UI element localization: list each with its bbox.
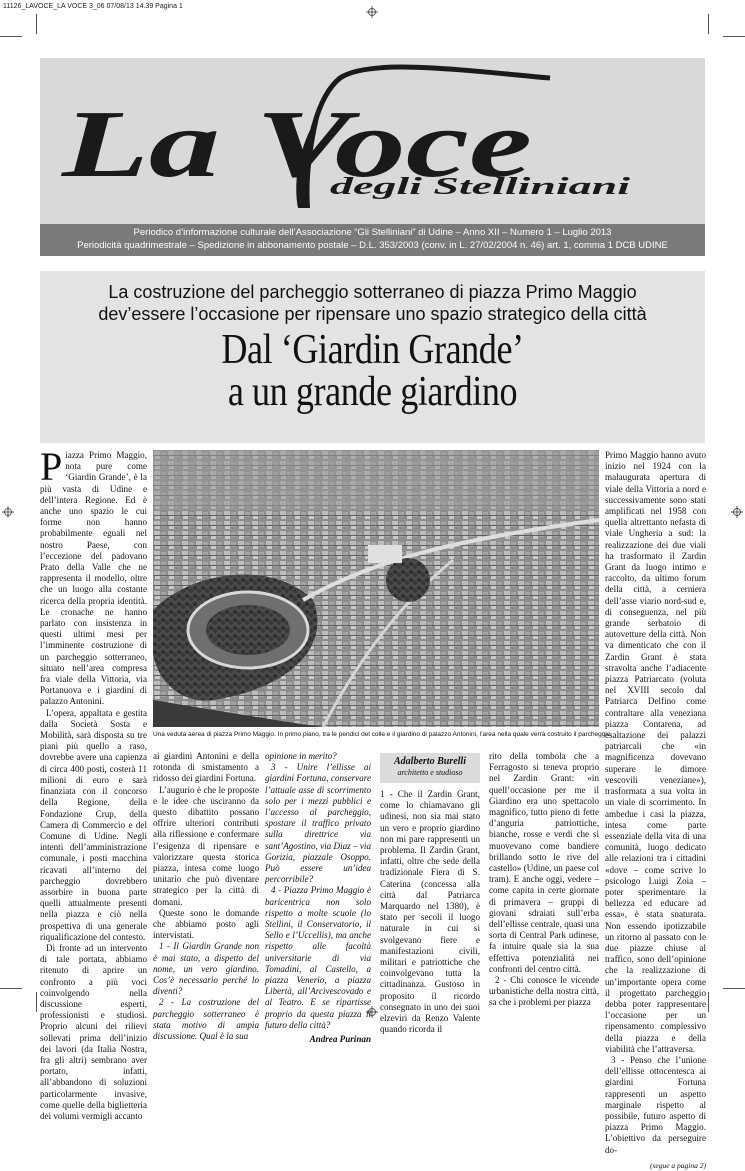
registration-mark-icon (731, 506, 743, 518)
crop-mark (36, 992, 37, 1012)
article-column-3 (265, 751, 371, 1045)
masthead-title: La Voce (60, 90, 532, 197)
answer-2: 2 - Chi conosce le vicende urbanistiche della nostra città, sa che i problemi per piazza (489, 975, 599, 1008)
article-paragraph: Queste sono le domande che abbiamo posto agli intervistati. (153, 907, 259, 941)
crop-mark (708, 992, 709, 1012)
registration-mark-icon (2, 506, 14, 518)
answer-1: 1 - Che il Zardin Grant, come lo chiamavano gli udinesi, non sia mai stato un vero e proprio giardino non mi pare rappresenti un problema. Il Zardin Grant, infatti, oltre che sede della tradizionale Fiera di S. Caterina (concessa alla città dal Patriarca Marquardo nel 1380), è stato per secoli il luogo naturale in cui si svolgevano fiere e manifestazioni civili, militari e patriottiche che coinvolgevano tutta la cittadinanza. Gustoso in proposito il ricordo consegnato in uno dei suoi elzeviri da Renzo Valente quando ricorda il (380, 789, 480, 1035)
crop-mark (723, 36, 745, 37)
article-column-2 (153, 751, 259, 1042)
crop-mark (723, 988, 745, 989)
masthead (40, 58, 705, 224)
question-2-end: opinione in merito? (265, 751, 337, 761)
author-box (380, 753, 480, 783)
question-1: 1 - Il Giardin Grande non è mai stato, a dispetto del nome, un vero giardino. Cos’è necessario perché lo diventi? (153, 941, 259, 997)
photo-caption: Una veduta aerea di piazza Primo Maggio. In primo piano, tra le pendici del colle e il giardino di palazzo Antonini, l’area nella quale verrà costruito il parcheggio (153, 731, 611, 738)
article-paragraph: Piazza Primo Maggio, nota pure come ‘Giardin Grande’, è la più vasta di Udine e dell’intera Regione. Ed è anche uno spazio le cui forme non hanno probabilmente eguali nel nostro Paese, con l’eccezione del padovano Prato della Valle che ne rappresenta il modello, oltre che un luogo alla costante ricerca della propria identità. Le cronache ne hanno parlato con insistenza in questi ultimi mesi per l’imminente costruzione di un parcheggio sotterraneo, situato nell’area compresa fra viale della Vittoria, via Portanuova e i giardini di palazzo Antonini. (40, 444, 147, 707)
crop-mark (0, 36, 22, 37)
article-paragraph: L’opera, appaltata e gestita dalla Società Sosta e Mobilità, sarà disposta su tre piani più quello a raso, dovrebbe avere una capienza di circa 400 posti, costerà 11 milioni di euro e sarà finanziata con il concorso della Regione, della Fondazione Crup, della Camera di Commercio e del Comune di Udine. Negli intenti dell’amministrazione comunale, i posti macchina ricavati all’interno del parcheggio dovrebbero assorbire in buona parte quelli attualmente presenti nella piazza e ciò nella prospettiva di una generale riqualificazione del contesto. (40, 707, 147, 942)
registration-mark-icon (366, 6, 378, 18)
headline-title-line-2: a un grande giardino (227, 369, 518, 415)
print-slug: 11126_LAVOCE_LA VOCE 3_06 07/08/13 14.39 Pagina 1 (3, 3, 183, 10)
article-paragraph: ai giardini Antonini e della rotonda di smistamento a ridosso dei giardini Fortuna. (153, 751, 259, 784)
question-2: 2 - La costruzione del parcheggio sotterraneo è stata motivo di ampia discussione. Qual è la sua (153, 997, 259, 1042)
aerial-photo (153, 450, 599, 727)
signature: Andrea Purinan (309, 1034, 371, 1045)
article-paragraph: L’augurio è che le proposte e le idee che usciranno da questo dibattito possano offrire ulteriori contributi alla riflessione e confermare l’esigenza di ripensare e valorizzare questa storica piazza, intesa come luogo unitario che può diventare strategico per la città di domani. (153, 784, 259, 907)
article-column-4 (380, 789, 480, 1035)
masthead-info-line-2: Periodicità quadrimestrale – Spedizione in abbonamento postale – D.L. 353/2003 (conv. in L. 27/02/2004 n. 46) art. 1, comma 1 DCB UDINE (77, 240, 668, 251)
masthead-subtitle: degli Stelliniani (330, 174, 631, 200)
headline-kicker-line-2: dev’essere l’occasione per ripensare uno spazio strategico della città (98, 304, 647, 324)
crop-mark (36, 14, 37, 34)
author-name: Adalberto Burelli (394, 756, 466, 767)
headline-title-line-1: Dal ‘Giardin Grande’ (221, 327, 524, 373)
headline-kicker (40, 281, 705, 325)
aerial-photo-image (153, 450, 599, 727)
masthead-logo (40, 58, 705, 224)
article-paragraph: rito della tombola che a Ferragosto si teneva proprio nel Zardin Grant: «in quell’occasione per me il Giardino era uno spettacolo magnifico, tutto pieno di fette d’anguria patriottiche, bianche, rosse e verdi che si muovevano come bandiere brillando sotto le rive del castello» (Udine, un paese col tram). E anche oggi, vedere – come capita in certe giornate di primavera – gruppi di giovani sdraiati sull’erba dell’ellisse centrale, quasi una sorta di Central Park udinese, fa intuire quale sia la sua effettiva potenzialità nei confronti del centro città. (489, 751, 599, 974)
masthead-info-line-1: Periodico d’informazione culturale dell’Associazione “Gli Stelliniani” di Udine – Anno XII – Numero 1 – Luglio 2013 (133, 227, 612, 238)
article-paragraph: Primo Maggio hanno avuto inizio nel 1924 con la malaugurata apertura di viale della Vittoria a nord e successivamente sono stati amplificati nel 1958 con quella altrettanto nefasta di viale Ungheria a sud: la realizzazione dei due viali ha trasformato il Zardin Grant da luogo intimo e raccolto, da ultimo forum della città, a cerniera dell’asse viario nord-sud e, di conseguenza, nel più grande serbatoio di autovetture della città. Non va dimenticato che con il Zardin Grant è stata stravolta anche l’adiacente piazza Patriarcato (voluta nel XVIII secolo dal Patriarca Delfino come contraltare alla veneziana piazza Contarena, ad esaltazione dei palazzi patriarcali che «in magnificenza dovevano superare le dimore vescovili veneziane»), trasformata a sua volta in un viale di scorrimento. In ambedue i casi la piazza, intesa come parte essenziale della vita di una comunità, luogo dedicato alle relazioni tra i cittadini «dove – come scrive lo psicologo Luigi Zoia – poter sperimentare la bellezza ed educare ad essa», è stata snaturata. Non essendo ipotizzabile un ritorno al passato con le due piazze chiuse al traffico, sono dell’opinione che la realizzazione di un’importante opera come il progettato parcheggio debba poter rappresentare l’occasione per un ripensamento complessivo della piazza e della viabilità che l’attraversa. (605, 450, 706, 1054)
article-column-1 (40, 444, 147, 1121)
headline-kicker-line-1: La costruzione del parcheggio sotterraneo di piazza Primo Maggio (108, 282, 637, 302)
masthead-info-bar (40, 224, 705, 256)
headline-title (87, 329, 659, 413)
article-paragraph: Di fronte ad un intervento di tale portata, abbiamo ritenuto di aprire un confronto a più voci coinvolgendo nella discussione esperti, professionisti e studiosi. Proprio alcuni dei rilievi sollevati prima dell’inizio dei lavori (da Italia Nostra, fra gli altri) sembrano aver portato, infatti, all’abbandono di soluzioni particolarmente invasive, come quelle della biglietteria dei volumi vermigli accanto (40, 942, 147, 1121)
question-3: 3 - Unire l’ellisse ai giardini Fortuna, conservare l’attuale asse di scorrimento solo per i mezzi pubblici e l’accesso al parcheggio, spostare il traffico privato sulla direttrice via sant’Agostino, via Diaz – via Gorizia, piazzale Osoppo. Può essere un’idea percorribile? (265, 762, 371, 885)
continued-note: (segue a pagina 2) (649, 1160, 706, 1170)
article-column-5 (489, 751, 599, 1008)
answer-3: 3 - Penso che l’unione dell’ellisse ottocentesca ai giardini Fortuna rappresenti un aspetto marginale rispetto al possibile, futuro aspetto di piazza Primo Maggio. L’obiettivo da perseguire do- (605, 1054, 706, 1155)
headline-box (40, 271, 705, 443)
crop-mark (708, 14, 709, 34)
drop-cap: P (40, 444, 63, 489)
question-4: 4 - Piazza Primo Maggio è baricentrica non solo rispetto a molte scuole (lo Stellini, il Conservatorio, il Sello e l’Uccellis), ma anche rispetto alle facoltà universitarie di via Tomadini, al Castello, a piazza Venerio, a piazza Libertà, all’Arcivescovado e al Teatro. E se ripartisse proprio da questa piazza il futuro della città? (265, 885, 371, 1030)
author-role: architetto e studioso (397, 768, 463, 777)
article-column-6 (605, 450, 706, 1170)
crop-mark (0, 988, 22, 989)
